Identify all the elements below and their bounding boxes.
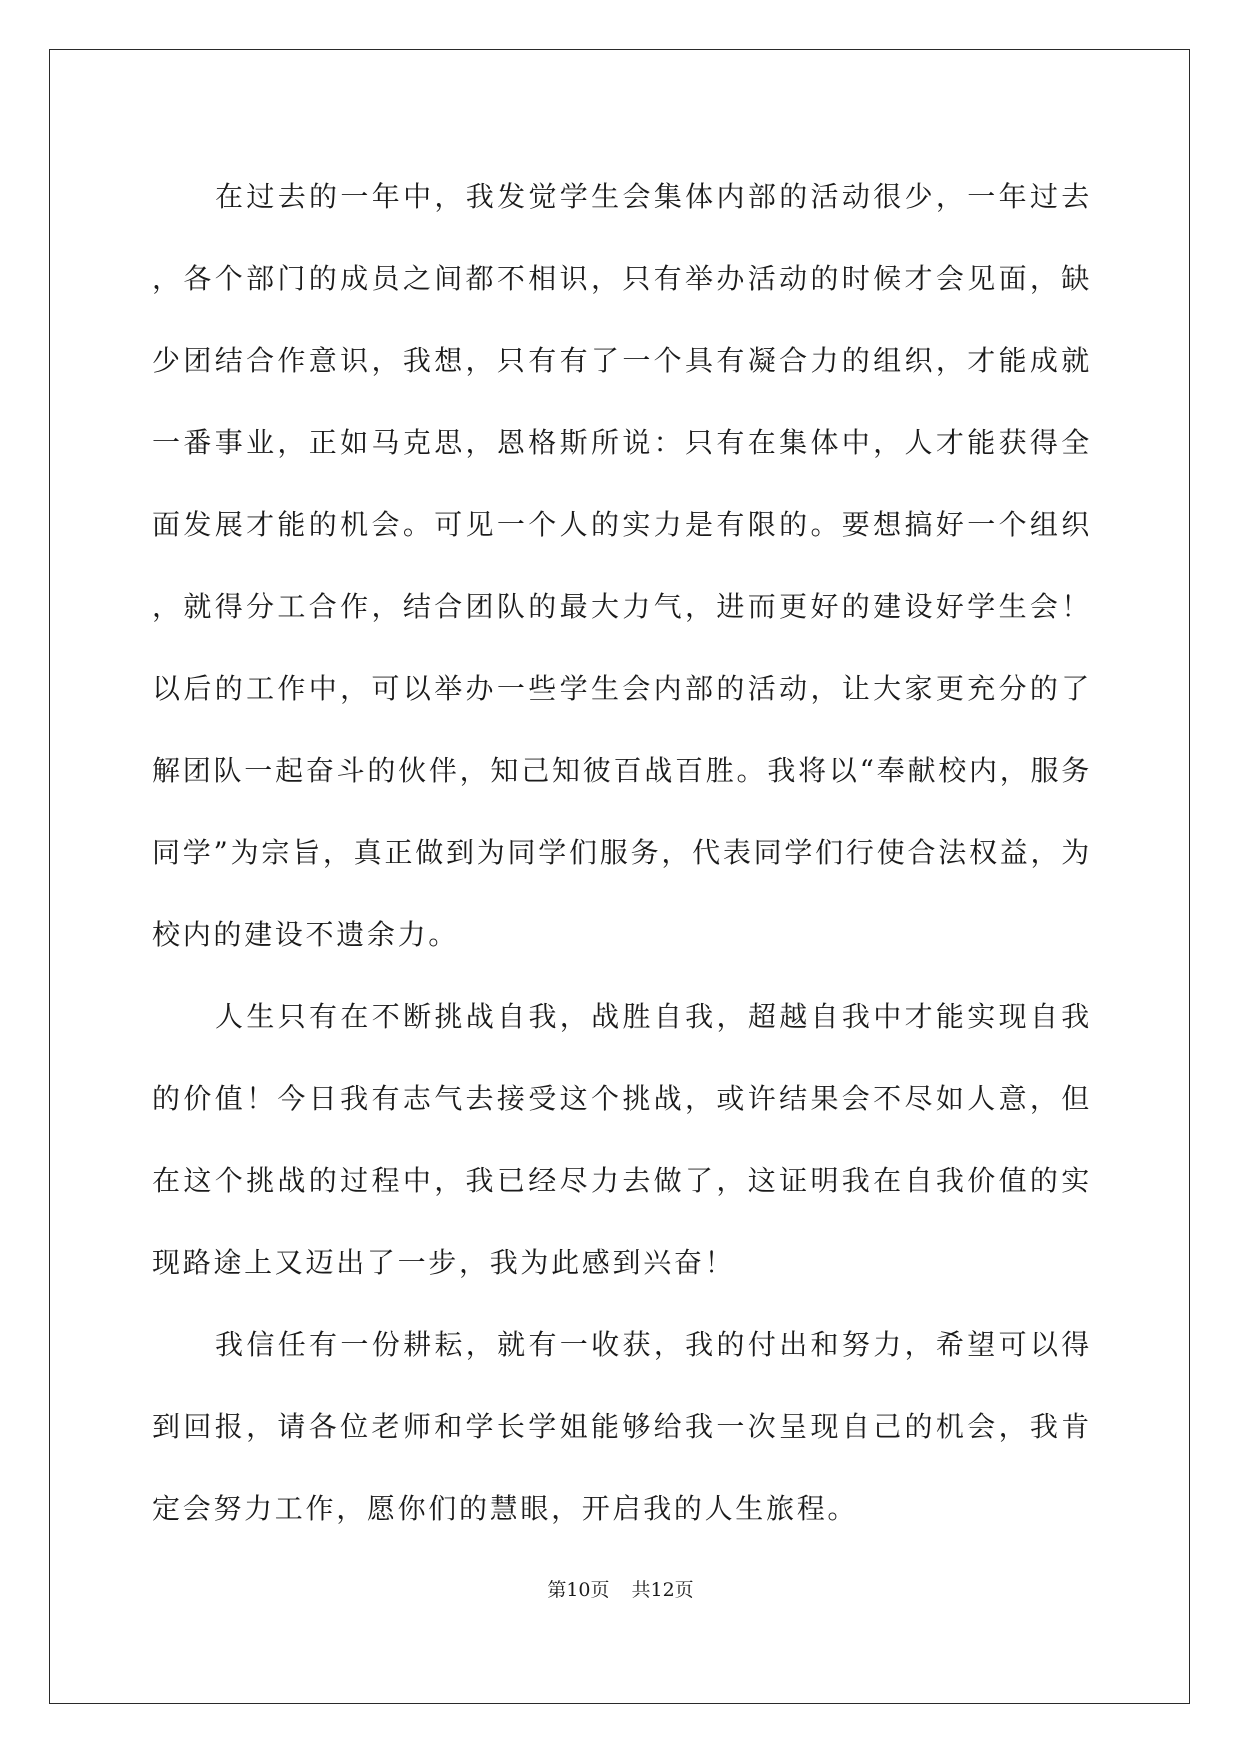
page-number-total: 共12页 bbox=[631, 1579, 694, 1601]
paragraph-1: 在过去的一年中，我发觉学生会集体内部的活动很少，一年过去，各个部门的成员之间都不相识，只有举办活动的时候才会见面，缺少团结合作意识，我想，只有有了一个具有凝合力的组织，才能成就一番事业，正如马克思，恩格斯所说：只有在集体中，人才能获得全面发展才能的机会。可见一个人的实力是有限的。要想搞好一个组织，就得分工合作，结合团队的最大力气，进而更好的建设好学生会！以后的工作中，可以举办一些学生会内部的活动，让大家更充分的了解团队一起奋斗的伙伴，知己知彼百战百胜。我将以“奉献校内，服务同学”为宗旨，真正做到为同学们服务，代表同学们行使合法权益，为校内的建设不遗余力。 bbox=[152, 180, 1092, 951]
document-body bbox=[152, 156, 1092, 1550]
page-footer bbox=[0, 1578, 1241, 1602]
paragraph-2: 人生只有在不断挑战自我，战胜自我，超越自我中才能实现自我的价值！今日我有志气去接受这个挑战，或许结果会不尽如人意，但在这个挑战的过程中，我已经尽力去做了，这证明我在自我价值的实现路途上又迈出了一步，我为此感到兴奋！ bbox=[152, 1000, 1092, 1279]
paragraph-3: 我信任有一份耕耘，就有一收获，我的付出和努力，希望可以得到回报，请各位老师和学长学姐能够给我一次呈现自己的机会，我肯定会努力工作，愿你们的慧眼，开启我的人生旅程。 bbox=[152, 1328, 1092, 1525]
page-number-current: 第10页 bbox=[547, 1579, 610, 1601]
